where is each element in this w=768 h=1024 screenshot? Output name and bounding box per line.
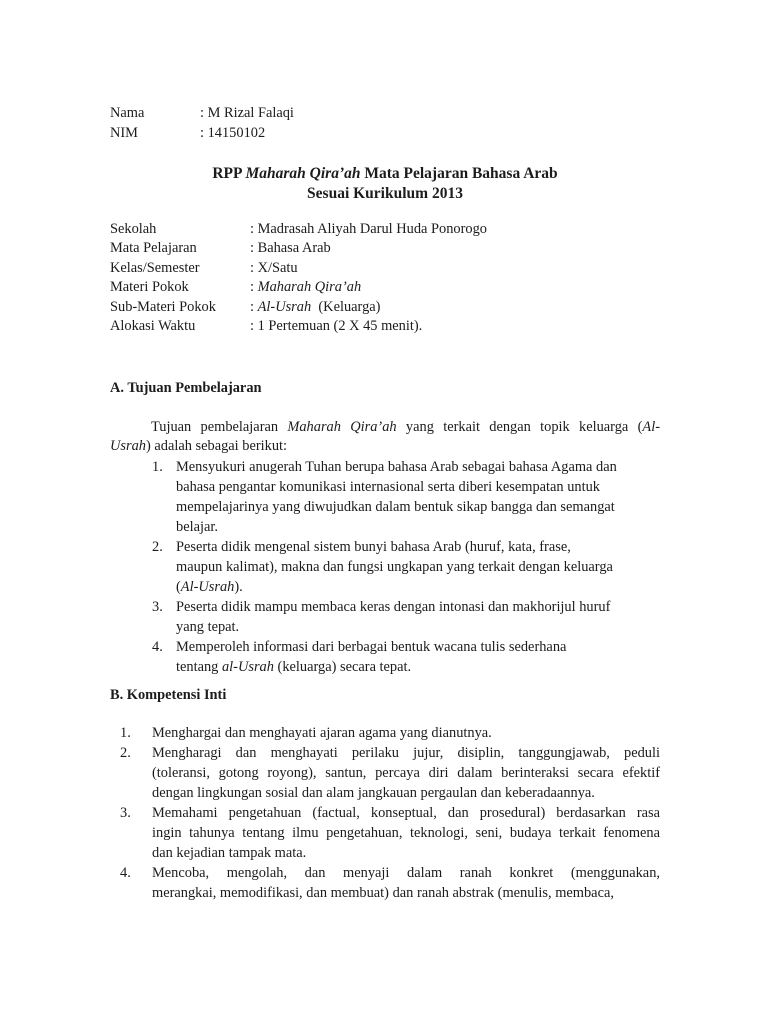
text: : — [250, 298, 258, 315]
info-row-sub-materi-pokok — [110, 298, 660, 317]
list-item — [110, 457, 660, 537]
text: Menghargai dan menghayati ajaran agama yang dianutnya. — [152, 725, 492, 742]
section-b-heading: B. Kompetensi Inti — [110, 687, 227, 704]
identity-row-nama — [110, 104, 660, 124]
text-line — [110, 437, 660, 456]
text-line — [110, 418, 660, 437]
list-item-number: 3. — [152, 599, 163, 616]
kompetensi-list — [110, 723, 660, 903]
list-item — [110, 637, 660, 677]
section-tujuan-pembelajaran — [110, 378, 660, 677]
list-item — [110, 743, 660, 803]
text-line — [176, 597, 660, 617]
text: ingin tahunya tentang ilmu pengetahuan, teknologi, seni, budaya terkait fenomena — [152, 825, 660, 842]
info-label: Sekolah — [110, 221, 157, 237]
text-line — [152, 723, 660, 743]
text: Mensyukuri anugerah Tuhan berupa bahasa Arab sebagai bahasa Agama dan — [176, 459, 617, 476]
italic-text: Al-Usrah — [180, 579, 235, 596]
text: ) adalah sebagai berikut: — [145, 437, 288, 454]
info-value — [250, 299, 380, 315]
list-item-number: 3. — [120, 805, 131, 822]
text: Peserta didik mengenal sistem bunyi bahasa Arab (huruf, kata, frase, — [176, 539, 571, 556]
info-value — [250, 260, 298, 276]
list-item-text — [176, 457, 660, 537]
text-line — [176, 497, 660, 517]
text: Tujuan pembelajaran — [151, 419, 288, 436]
info-label: Mata Pelajaran — [110, 240, 197, 257]
list-item — [110, 863, 660, 903]
identity-value: : M Rizal Falaqi — [200, 105, 294, 121]
text: Mata Pelajaran Bahasa Arab — [360, 165, 558, 182]
italic-text: Al-Usrah — [257, 298, 312, 315]
info-label: Sub-Materi Pokok — [110, 298, 216, 315]
text-line — [176, 637, 660, 657]
text-line — [152, 783, 660, 803]
text: Mengharagi dan menghayati perilaku jujur, disiplin, tanggungjawab, peduli — [152, 745, 660, 762]
text: bahasa pengantar komunikasi internasional serta diberi kesempatan untuk — [176, 479, 600, 496]
italic-text: Usrah — [110, 437, 146, 454]
list-item — [110, 723, 660, 743]
section-kompetensi-inti — [110, 685, 660, 903]
lesson-info-block — [110, 220, 660, 336]
info-value — [250, 279, 361, 295]
text: merangkai, memodifikasi, dan membuat) dan ranah abstrak (menulis, membaca, — [152, 885, 614, 902]
text-line — [152, 883, 660, 903]
document-title — [110, 164, 660, 203]
italic-text: Maharah Qira’ah — [257, 279, 362, 296]
section-a-heading: A. Tujuan Pembelajaran — [110, 380, 262, 397]
info-value — [250, 240, 331, 256]
text-line — [152, 763, 660, 783]
info-row-materi-pokok — [110, 278, 660, 297]
text-line — [176, 557, 660, 577]
student-identity-block — [110, 104, 660, 143]
list-item-number: 2. — [152, 539, 163, 556]
list-item — [110, 537, 660, 597]
italic-text: al-Usrah — [221, 659, 274, 676]
list-item-text — [176, 537, 660, 597]
text-line — [152, 843, 660, 863]
text-line — [176, 577, 660, 597]
italic-text: Al- — [642, 419, 660, 436]
text: ). — [234, 579, 243, 596]
list-item-number: 1. — [152, 459, 163, 476]
list-item-number: 4. — [120, 865, 131, 882]
info-label: Alokasi Waktu — [110, 318, 196, 335]
text: yang terkait dengan topik keluarga ( — [396, 419, 643, 436]
info-label: Materi Pokok — [110, 279, 189, 296]
text-line — [152, 823, 660, 843]
text: Mencoba, mengolah, dan menyaji dalam ranah konkret (menggunakan, — [152, 865, 660, 882]
list-item-number: 1. — [120, 725, 131, 742]
list-item-text — [176, 597, 660, 637]
list-item-text — [152, 723, 660, 743]
text-line — [152, 743, 660, 763]
text: : — [250, 279, 258, 296]
list-item-text — [152, 863, 660, 903]
italic-text: Maharah Qira’ah — [245, 165, 361, 182]
list-item — [110, 597, 660, 637]
tujuan-list — [110, 457, 660, 677]
text-line — [176, 517, 660, 537]
document-title-line-1 — [110, 164, 660, 184]
info-row-kelas-semester — [110, 259, 660, 278]
list-item-number: 2. — [120, 745, 131, 762]
list-item-text — [176, 637, 660, 677]
list-item-text — [152, 803, 660, 863]
info-value — [250, 221, 487, 237]
list-item-number: 4. — [152, 639, 163, 656]
text: RPP — [212, 165, 246, 182]
info-value — [250, 318, 422, 334]
text: dan kejadian tampak mata. — [152, 845, 307, 862]
text: belajar. — [176, 519, 218, 536]
info-row-mata-pelajaran — [110, 239, 660, 258]
text-line — [176, 617, 660, 637]
text: Memperoleh informasi dari berbagai bentuk wacana tulis sederhana — [176, 639, 567, 656]
text: : Bahasa Arab — [250, 240, 331, 257]
info-row-sekolah — [110, 220, 660, 239]
text: : 1 Pertemuan (2 X 45 menit). — [250, 318, 423, 335]
section-a-intro-paragraph — [110, 418, 660, 455]
text: Peserta didik mampu membaca keras dengan intonasi dan makhorijul huruf — [176, 599, 611, 616]
identity-row-nim — [110, 124, 660, 144]
text: dengan lingkungan sosial dan alam jangkauan pergaulan dan keberadaannya. — [152, 785, 595, 802]
text-line — [152, 803, 660, 823]
text-line — [176, 477, 660, 497]
text-line — [176, 537, 660, 557]
text: mempelajarinya yang diwujudkan dalam bentuk sikap bangga dan semangat — [176, 499, 615, 516]
identity-value: : 14150102 — [200, 124, 266, 141]
list-item-text — [152, 743, 660, 803]
text: : X/Satu — [250, 259, 298, 276]
text: yang tepat. — [176, 619, 240, 636]
text: ( — [176, 579, 181, 596]
list-item — [110, 803, 660, 863]
text-line — [176, 657, 660, 677]
info-label: Kelas/Semester — [110, 259, 200, 276]
text: (toleransi, gotong royong), santun, percaya diri dalam berinteraksi secara efektif — [152, 765, 660, 782]
document-title-line-2: Sesuai Kurikulum 2013 — [307, 184, 463, 202]
identity-label: Nama — [110, 105, 145, 121]
identity-label: NIM — [110, 124, 138, 141]
text-line — [176, 457, 660, 477]
text-line — [152, 863, 660, 883]
text: (keluarga) secara tepat. — [273, 659, 412, 676]
text: tentang — [176, 659, 222, 676]
italic-text: Maharah Qira’ah — [287, 419, 397, 436]
text: (Keluarga) — [311, 298, 381, 315]
text: Memahami pengetahuan (factual, konseptual, dan prosedural) berdasarkan rasa — [152, 805, 660, 822]
text: maupun kalimat), makna dan fungsi ungkapan yang terkait dengan keluarga — [176, 559, 613, 576]
info-row-alokasi-waktu — [110, 317, 660, 336]
text: : Madrasah Aliyah Darul Huda Ponorogo — [250, 221, 488, 237]
